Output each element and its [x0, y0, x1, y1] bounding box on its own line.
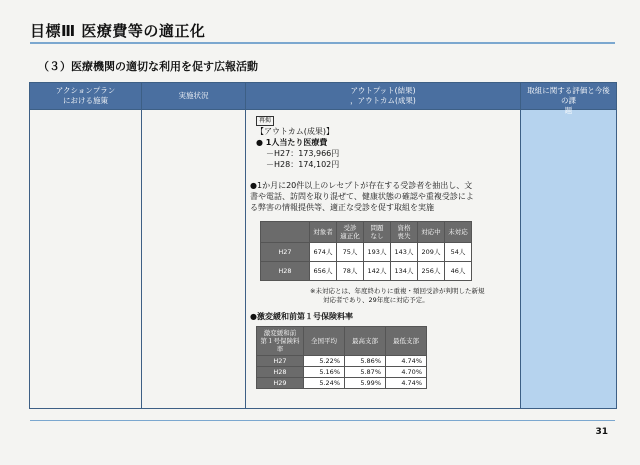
output-header-line2: ，アウトカム(成果)	[350, 96, 416, 105]
table-row	[261, 243, 472, 262]
cell: 4.74%	[386, 356, 427, 367]
cost-line-h28: －H28：174,102円	[266, 160, 340, 169]
para-line: 書や電話、訪問を取り混ぜて、健康状態の確認や重複受診によ	[250, 192, 474, 201]
reprint-tag: 再掲	[256, 116, 274, 126]
row-year: H28	[257, 367, 304, 378]
row-year: H27	[261, 243, 310, 262]
cost-line-h27: －H27：173,966円	[266, 149, 340, 158]
visit-table	[260, 221, 472, 281]
rate-header: 最低支部	[386, 327, 427, 356]
cell: 209人	[418, 243, 445, 262]
visit-header: 受診 適正化	[337, 222, 364, 243]
cell: 256人	[418, 262, 445, 281]
visit-paragraph	[250, 180, 516, 213]
cell: 5.86%	[345, 356, 386, 367]
output-header	[246, 83, 520, 110]
cell: 656人	[310, 262, 337, 281]
cost-title: ● 1人当たり医療費	[256, 138, 328, 147]
cell: 5.87%	[345, 367, 386, 378]
visit-table-header	[261, 222, 472, 243]
table-row	[257, 356, 427, 367]
row-year: H27	[257, 356, 304, 367]
output-content	[250, 114, 516, 389]
status-header: 実施状況	[142, 83, 245, 110]
rate-header: 激変緩和前 第１号保険料率	[257, 327, 304, 356]
cell: 54人	[445, 243, 472, 262]
cell: 134人	[391, 262, 418, 281]
cell: 4.70%	[386, 367, 427, 378]
cell: 193人	[364, 243, 391, 262]
cell: 5.22%	[304, 356, 345, 367]
cell: 78人	[337, 262, 364, 281]
section-heading: （３）医療機関の適切な利用を促す広報活動	[38, 60, 258, 73]
outcome-label: 【アウトカム(成果)】	[256, 127, 335, 136]
visit-header: 資格 喪失	[391, 222, 418, 243]
status-column	[142, 83, 246, 408]
note-line: ※未対応とは、年度終わりに重複・頻回受診が判明した新規	[310, 287, 485, 295]
cell: 75人	[337, 243, 364, 262]
output-column	[246, 83, 521, 408]
rate-table-header	[257, 327, 427, 356]
cell: 142人	[364, 262, 391, 281]
cell: 143人	[391, 243, 418, 262]
table-row	[261, 262, 472, 281]
action-plan-column	[30, 83, 142, 408]
bottom-rule	[30, 420, 615, 421]
output-header-line1: アウトプット(結果)	[350, 86, 416, 95]
cell: 5.16%	[304, 367, 345, 378]
cell: 5.24%	[304, 378, 345, 389]
evaluation-header-line2: 題	[564, 106, 573, 115]
cell: 46人	[445, 262, 472, 281]
action-plan-header	[30, 83, 141, 110]
cell: 5.99%	[345, 378, 386, 389]
rate-title: ●激変緩和前第１号保険料率	[250, 312, 353, 321]
rate-table	[256, 326, 427, 389]
visit-header: 未対応	[445, 222, 472, 243]
visit-header: 対象者	[310, 222, 337, 243]
rate-header: 全国平均	[304, 327, 345, 356]
visit-header: 問題 なし	[364, 222, 391, 243]
evaluation-header	[521, 83, 616, 115]
action-plan-header-line1: アクションプラン	[55, 86, 116, 95]
para-line: る弊害の情報提供等、適正な受診を促す取組を実施	[250, 203, 434, 212]
evaluation-header-line1: 取組に関する評価と今後の課	[527, 86, 610, 105]
table-row	[257, 367, 427, 378]
cell: 674人	[310, 243, 337, 262]
main-table	[29, 82, 617, 409]
title-rule	[30, 42, 615, 44]
page-title: 目標Ⅲ 医療費等の適正化	[30, 22, 206, 40]
row-year: H28	[261, 262, 310, 281]
evaluation-column	[521, 83, 616, 408]
para-line: ●1か月に20件以上のレセプトが存在する受診者を抽出し、文	[250, 181, 473, 190]
note-line: 対応者であり、29年度に対応予定。	[323, 296, 429, 304]
visit-header: 対応中	[418, 222, 445, 243]
visit-header-blank	[261, 222, 310, 243]
action-plan-header-line2: における施策	[63, 96, 108, 105]
rate-header: 最高支部	[345, 327, 386, 356]
note	[310, 287, 516, 305]
page-number: 31	[595, 427, 608, 437]
cell: 4.74%	[386, 378, 427, 389]
row-year: H29	[257, 378, 304, 389]
table-row	[257, 378, 427, 389]
